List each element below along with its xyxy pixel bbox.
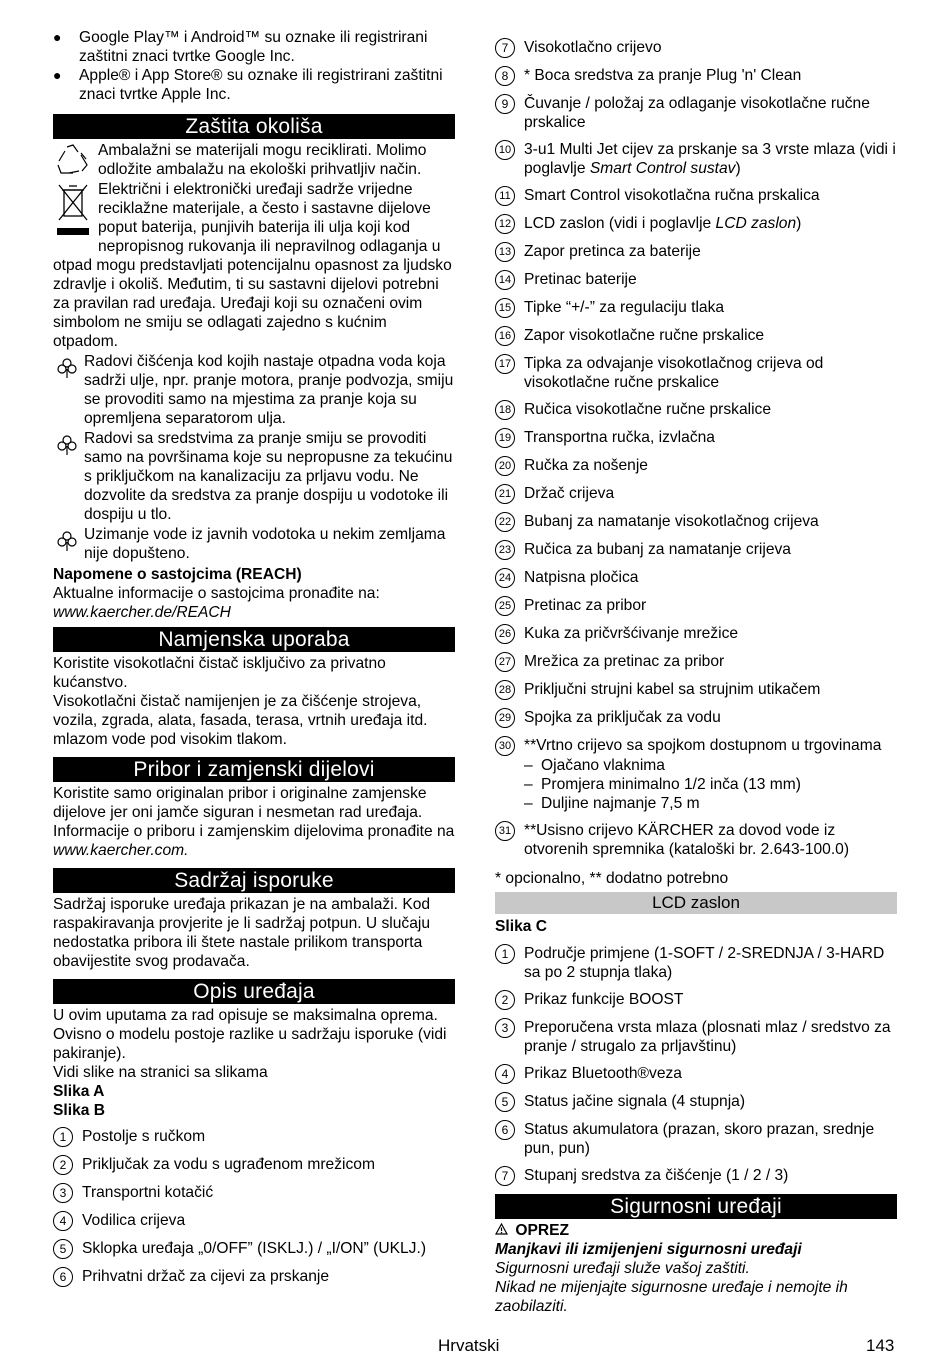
section-header-zastita: Zaštita okoliša [53,114,455,139]
detergent-text: Radovi sa sredstvima za pranje smiju se provoditi samo na površinama koje su nepropusne za tekućinu s priključkom na kanalizaciju za prljavu vodu. Ne dozvolite da sredstva za pranje dospiju u vodotoke ili dospiju u tlo. [84,430,453,523]
bullet-item [53,66,455,104]
list-item [53,1127,455,1147]
list-item [495,214,897,234]
environment-icon [55,529,79,558]
section-header-lcd: LCD zaslon [495,892,897,914]
environment-icon [55,356,79,385]
warning-triangle-icon [495,1221,511,1240]
list-item [495,456,897,476]
item-text: 3-u1 Multi Jet cijev za prskanje sa 3 vrste mlaza (vidi i poglavlje Smart Control sustav) [524,141,896,177]
dash-text: Duljine najmanje 7,5 m [541,795,700,812]
item-number: 3 [53,1183,73,1203]
pribor-p1: Koristite samo originalan pribor i originalne zamjenske dijelove jer oni jamče siguran i nesmetan rad uređaja. Informacije o priboru i zamjenskim dijelovima pronađite na www.kaercher.com. [53,785,455,859]
item-text: LCD zaslon (vidi i poglavlje LCD zaslon) [524,215,802,232]
list-item [495,736,897,756]
item-text: Zapor visokotlačne ručne prskalice [524,327,765,344]
item-text: Ručica za bubanj za namatanje crijeva [524,541,791,558]
item-text: * Boca sredstva za pranje Plug 'n' Clean [524,67,802,84]
section-header-pribor: Pribor i zamjenski dijelovi [53,757,455,782]
bullet-dot-icon: ● [53,29,62,45]
opis-p2: Vidi slike na stranici sa slikama [53,1064,268,1081]
oil-text: Radovi čišćenja kod kojih nastaje otpadna voda koja sadrži ulje, npr. pranje motora, pranje podvozja, smiju se provoditi samo na mjestima za pranje koja su opremljena separatorom ulja. [84,353,454,427]
item-number: 3 [495,1018,515,1038]
list-item [495,94,897,132]
slika-a-label: Slika A [53,1083,105,1100]
item-number: 21 [495,484,515,504]
warning-p1: Sigurnosni uređaji služe vašoj zaštiti. [495,1260,750,1277]
bullet-item [53,28,455,66]
item-text: Postolje s ručkom [82,1128,206,1145]
item-number: 7 [495,1166,515,1186]
item-text: Čuvanje / položaj za odlaganje visokotlačne ručne prskalice [524,95,870,131]
item-number: 20 [495,456,515,476]
item-text: Sklopka uređaja „0/OFF” (ISKLJ.) / „I/ON” (UKLJ.) [82,1240,427,1257]
list-item [495,596,897,616]
item-text: Ručica visokotlačne ručne prskalice [524,401,772,418]
item-text: **Vrtno crijevo sa spojkom dostupnom u trgovinama [524,737,882,754]
lcd-list [495,944,897,1186]
list-item [495,1064,897,1084]
list-item [495,326,897,346]
item-text: Zapor pretinca za baterije [524,243,701,260]
list-item [495,568,897,588]
footnote: * opcionalno, ** dodatno potrebno [495,870,729,887]
list-item [495,821,897,859]
dash-text: Ojačano vlaknima [541,757,665,774]
list-item [495,354,897,392]
list-item [495,708,897,728]
list-item [495,484,897,504]
weee-text-full: otpad mogu predstavljati potencijalnu opasnost za ljudsko zdravlje i okoliš. Međutim, ti su sastavni dijelovi potrebni za pravilan rad uređaja. Uređaji koji su označeni ovim simbolom ne smiju se odlagati zajedno s kućnim otpadom. [53,257,452,350]
item-number: 28 [495,680,515,700]
item-number: 14 [495,270,515,290]
item-number: 29 [495,708,515,728]
warning-p2: Nikad ne mijenjajte sigurnosne uređaje i nemojte ih zaobilaziti. [495,1279,848,1315]
pribor-link[interactable]: www.kaercher.com. [53,842,189,859]
warning-label: OPREZ [515,1222,570,1239]
warning-label-row [495,1221,897,1240]
item-text: Status akumulatora (prazan, skoro prazan, srednje pun, pun) [524,1121,875,1157]
section-header-opis: Opis uređaja [53,979,455,1004]
item-number: 5 [495,1092,515,1112]
item-text: Visokotlačno crijevo [524,39,662,56]
dash-text: Promjera minimalno 1/2 inča (13 mm) [541,776,801,793]
item-text: Tipka za odvajanje visokotlačnog crijeva od visokotlačne ručne prskalice [524,355,824,391]
item-number: 31 [495,821,515,841]
item-text: Držač crijeva [524,485,615,502]
item-number: 12 [495,214,515,234]
item-number: 5 [53,1239,73,1259]
list-item [495,1120,897,1158]
reach-text: Aktualne informacije o sastojcima pronađite na: [53,585,380,602]
list-item [495,38,897,58]
item-number: 8 [495,66,515,86]
footer-language: Hrvatski [438,1336,500,1355]
item-text: Transportni kotačić [82,1184,214,1201]
item-number: 2 [53,1155,73,1175]
weee-paragraph [53,180,455,351]
list-item [495,428,897,448]
list-item [53,1211,455,1231]
item-number: 1 [495,944,515,964]
reach-link[interactable]: www.kaercher.de/REACH [53,604,231,621]
item-text: Kuka za pričvršćivanje mrežice [524,625,739,642]
detergent-paragraph [53,429,455,524]
list-item [53,1267,455,1287]
item-number: 27 [495,652,515,672]
item-text: Status jačine signala (4 stupnja) [524,1093,746,1110]
opis-p1: U ovim uputama za rad opisuje se maksimalna oprema. Ovisno o modelu postoje razlike u sadržaju isporuke (vidi pakiranje). [53,1007,447,1062]
list-item [495,540,897,560]
item-number: 23 [495,540,515,560]
recycle-icon [55,143,91,182]
item-number: 7 [495,38,515,58]
list-item [495,1018,897,1056]
list-item [53,1239,455,1259]
item-number: 4 [53,1211,73,1231]
item-text: Područje primjene (1-SOFT / 2-SREDNJA / 3-HARD sa po 2 stupnja tlaka) [524,945,885,981]
environment-icon [55,433,79,462]
item-text: Pretinac za pribor [524,597,647,614]
list-item [495,652,897,672]
list-item [53,1155,455,1175]
list-item [495,512,897,532]
list-item [495,66,897,86]
item-text: Priključni strujni kabel sa strujnim utikačem [524,681,821,698]
reach-title: Napomene o sastojcima (REACH) [53,566,302,583]
list-item [495,624,897,644]
bullet-dot-icon: ● [53,67,62,83]
namjenska-p1: Koristite visokotlačni čistač isključivo za privatno kućanstvo. [53,655,386,691]
list-item [495,242,897,262]
item-number: 19 [495,428,515,448]
dash-item: – Promjera minimalno 1/2 inča (13 mm) [524,776,801,793]
item-number: 15 [495,298,515,318]
item-text: Preporučena vrsta mlaza (plosnati mlaz / sredstvo za pranje / strugalo za prljavštinu) [524,1019,891,1055]
item-number: 1 [53,1127,73,1147]
section-header-namjenska: Namjenska uporaba [53,627,455,652]
item-number: 9 [495,94,515,114]
list-item [495,990,897,1010]
item-text: **Usisno crijevo KÄRCHER za dovod vode iz otvorenih spremnika (kataloški br. 2.643-100.0) [524,822,850,858]
list-item [495,1092,897,1112]
item-text: Prikaz funkcije BOOST [524,991,684,1008]
item-text: Ručka za nošenje [524,457,648,474]
item-number: 17 [495,354,515,374]
crossed-bin-icon [56,182,90,245]
item-text: Prihvatni držač za cijevi za prskanje [82,1268,330,1285]
namjenska-p2: Visokotlačni čistač namijenjen je za čišćenje strojeva, vozila, zgrada, alata, fasada, terasa, vrtnih uređaja itd. mlazom vode pod visokim tlakom. [53,693,428,748]
list-item [495,1166,897,1186]
item-number: 22 [495,512,515,532]
warning-title: Manjkavi ili izmijenjeni sigurnosni uređaji [495,1241,802,1258]
list-item [495,944,897,982]
recycle-paragraph [53,141,455,179]
left-column [53,28,455,1295]
right-column [495,38,897,1316]
water-paragraph [53,525,455,563]
item-text: Stupanj sredstva za čišćenje (1 / 2 / 3) [524,1167,789,1184]
section-header-sadrzaj: Sadržaj isporuke [53,868,455,893]
item-number: 16 [495,326,515,346]
item-text: Mrežica za pretinac za pribor [524,653,725,670]
list-item [495,270,897,290]
bullet-text: Google Play™ i Android™ su oznake ili registrirani zaštitni znaci tvrtke Google Inc. [79,29,428,65]
list-item [495,186,897,206]
item-number: 30 [495,736,515,756]
device-parts-list [495,38,897,756]
water-text: Uzimanje vode iz javnih vodotoka u nekim zemljama nije dopušteno. [84,526,446,562]
item-number: 6 [53,1267,73,1287]
list-item [53,1183,455,1203]
item-number: 26 [495,624,515,644]
sadrzaj-p1: Sadržaj isporuke uređaja prikazan je na ambalaži. Kod raspakiravanja provjerite je li sadržaj potpun. U slučaju nedostatka pribora ili štete nastale prilikom transporta obavijestite svog prodavača. [53,896,431,970]
item-number: 24 [495,568,515,588]
item-text: Pretinac baterije [524,271,637,288]
item-text: Priključak za vodu s ugrađenom mrežicom [82,1156,375,1173]
recycle-text: Ambalažni se materijali mogu reciklirati. Molimo odložite ambalažu na ekološki prihvatljiv način. [98,142,427,178]
item-text: Vodilica crijeva [82,1212,186,1229]
slika-b-label: Slika B [53,1102,106,1119]
oil-paragraph [53,352,455,428]
item-number: 2 [495,990,515,1010]
bullet-text: Apple® i App Store® su oznake ili registrirani zaštitni znaci tvrtke Apple Inc. [79,67,443,103]
item-number: 18 [495,400,515,420]
slika-c-label: Slika C [495,918,548,935]
item-text: Transportna ručka, izvlačna [524,429,715,446]
item-text: Natpisna pločica [524,569,639,586]
section-header-sigurnosni: Sigurnosni uređaji [495,1194,897,1219]
page-number: 143 [866,1336,895,1355]
list-item [495,680,897,700]
list-item [495,140,897,178]
item-number: 4 [495,1064,515,1084]
item-number: 11 [495,186,515,206]
item-text: Smart Control visokotlačna ručna prskalica [524,187,820,204]
item-number: 13 [495,242,515,262]
item-number: 6 [495,1120,515,1140]
list-item [495,400,897,420]
item-text: Tipke “+/-” za regulaciju tlaka [524,299,725,316]
dash-item: – Ojačano vlaknima [524,757,665,774]
item-text: Bubanj za namatanje visokotlačnog crijeva [524,513,819,530]
list-item [495,298,897,318]
item-number: 25 [495,596,515,616]
item-text: Spojka za priključak za vodu [524,709,721,726]
dash-item: – Duljine najmanje 7,5 m [524,795,700,812]
item-text: Prikaz Bluetooth®veza [524,1065,682,1082]
item-number: 10 [495,140,515,160]
weee-text-indented: Električni i elektronički uređaji sadrže vrijedne reciklažne materijale, a često i sastavne dijelove poput baterija, punjivih baterija ili ulja koji kod nepropisnog rukovanja ili nepravilnog odlaganja u [98,181,441,255]
